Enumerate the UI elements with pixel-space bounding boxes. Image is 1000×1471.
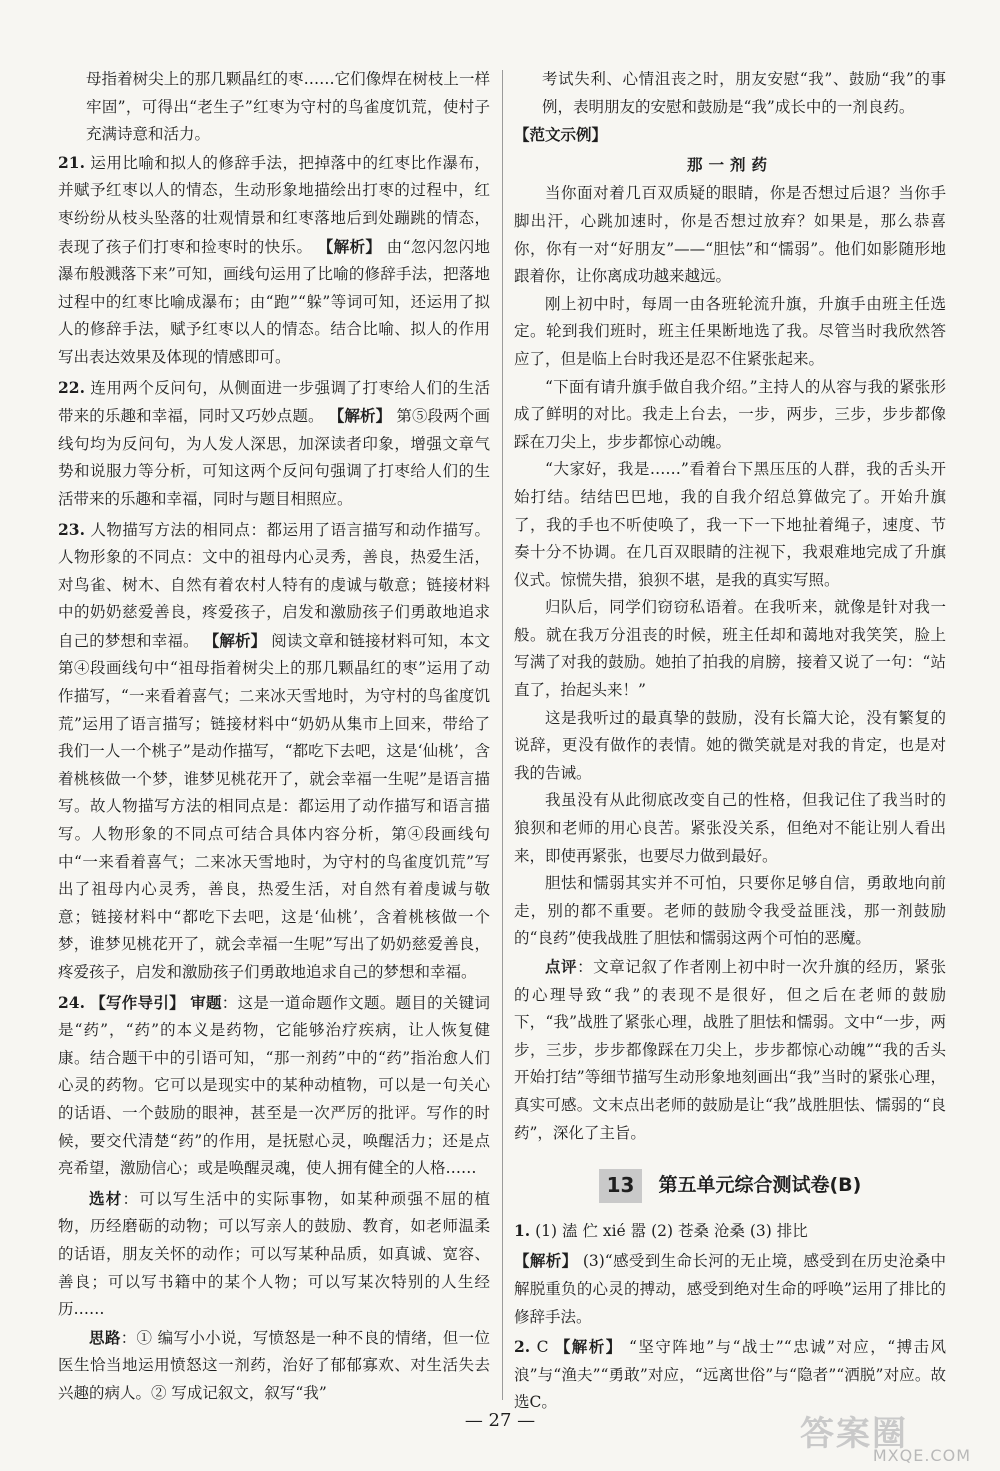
left-column bbox=[58, 66, 490, 1408]
essay-title: 那一剂药 bbox=[686, 154, 773, 174]
question-number: 23. bbox=[58, 519, 85, 539]
page-number: — 27 — bbox=[464, 1410, 536, 1431]
analysis-text: 由“忽闪忽闪地瀑布般溅落下来”可知，画线句运用了比喻的修辞手法，把落地过程中的红枣比喻成瀑布；由“跑”“躲”等词可知，还运用了拟人的修辞手法，赋予红枣以人的情态。结合比喻、拟人的作用写出表达效果及体现的情感即可。 bbox=[58, 237, 490, 366]
question-number: 2. bbox=[514, 1337, 531, 1357]
silu-paragraph bbox=[58, 1324, 490, 1408]
writing-guide-tag: 【写作导引】 bbox=[90, 992, 185, 1012]
essay-paragraph: “大家好，我是……”看着台下黑压压的人群，我的舌头开始打结。结结巴巴地，我的自我介绍总算做完了。开始升旗了，我的手也不听使唤了，我一下一下地扯着绳子，速度、节奏十分不协调。在几百双眼睛的注视下，我艰难地完成了升旗仪式。惊慌失措，狼狈不堪，是我的真实写照。 bbox=[514, 460, 946, 589]
question-number: 24. bbox=[58, 992, 85, 1012]
question-number: 22. bbox=[58, 377, 85, 397]
right-column bbox=[514, 66, 946, 1419]
continued-silu-text: 考试失利、心情沮丧之时，朋友安慰“我”、鼓励“我”的事例，表明朋友的安慰和鼓励是“我”成长中的一剂良药。 bbox=[542, 70, 946, 116]
section-title: 第五单元综合测试卷(B) bbox=[658, 1174, 862, 1197]
question-1-analysis bbox=[514, 1247, 946, 1331]
xuancai-paragraph bbox=[58, 1185, 490, 1324]
essay-paragraph: 我虽没有从此彻底改变自己的性格，但我记住了我当时的狼狈和老师的用心良苦。紧张没关系，但绝对不能让别人看出来，即使再紧张，也要尽力做到最好。 bbox=[514, 791, 946, 865]
analysis-text: “坚守阵地”与“战士”“忠诚”对应，“搏击风浪”与“渔夫”“勇敢”对应，“远离世俗”与“隐者”“洒脱”对应。故选C。 bbox=[514, 1338, 946, 1412]
comment-label: 点评 bbox=[545, 957, 578, 976]
essay-paragraph: 刚上初中时，每周一由各班轮流升旗，升旗手由班主任选定。轮到我们班时，班主任果断地选了我。尽管当时我欣然答应了，但是临上台时我还是忍不住紧张起来。 bbox=[514, 294, 946, 368]
essay-paragraph: 当你面对着几百双质疑的眼睛，你是否想过后退？当你手脚出汗，心跳加速时，你是否想过放弃？如果是，那么恭喜你，你有一对“好朋友”——“胆怯”和“懦弱”。他们如影随形地跟着你，让你离成功越来越远。 bbox=[514, 184, 946, 286]
answer-text: 人物描写方法的相同点：都运用了语言描写和动作描写。人物形象的不同点：文中的祖母内心灵秀，善良，热爱生活，对鸟雀、树木、自然有着农村人特有的虔诚与敬意；链接材料中的奶奶慈爱善良，疼爱孩子，启发和激励孩子们勇敢地追求自己的梦想和幸福。 bbox=[58, 520, 490, 650]
question-number: 1. bbox=[514, 1220, 531, 1240]
answer-text: (1) 溘 伫 xié 嚣 (2) 苍桑 沧桑 (3) 排比 bbox=[535, 1221, 808, 1240]
question-1 bbox=[514, 1217, 946, 1246]
section-number: 13 bbox=[599, 1169, 643, 1203]
question-24 bbox=[58, 989, 490, 1183]
continued-answer-text: 母指着树尖上的那几颗晶红的枣……它们像焊在树枝上一样牢固”，可得出“老生子”红枣为守村的鸟雀度饥荒，使村子充满诗意和活力。 bbox=[86, 70, 490, 144]
analysis-tag: 【解析】 bbox=[514, 1251, 578, 1271]
xuancai-text: ：可以写生活中的实际事物，如某种顽强不屈的植物，历经磨砺的动物；可以写亲人的鼓励、教育，如老师温柔的话语，朋友关怀的动作；可以写某种品质，如真诚、宽容、善良；可以写书籍中的某个人物；可以写某次特别的人生经历…… bbox=[58, 1189, 490, 1319]
essay-paragraph: 胆怯和懦弱其实并不可怕，只要你足够自信，勇敢地向前走，别的都不重要。老师的鼓励令我受益匪浅，那一剂鼓励的“良药”使我战胜了胆怯和懦弱这两个可怕的恶魔。 bbox=[514, 874, 946, 948]
essay-paragraph: 归队后，同学们窃窃私语着。在我听来，就像是针对我一般。就在我万分沮丧的时候，班主任却和蔼地对我笑笑，脸上写满了对我的鼓励。她拍了拍我的肩膀，接着又说了一句：“站直了，抬起头来！” bbox=[514, 598, 946, 700]
analysis-tag: 【解析】 bbox=[203, 630, 267, 650]
question-23 bbox=[58, 516, 490, 987]
subheading-xuancai: 选材 bbox=[89, 1188, 123, 1208]
answer-text: 连用两个反问句，从侧面进一步强调了打枣给人们的生活带来的乐趣和幸福，同时又巧妙点题。 bbox=[58, 378, 490, 426]
analysis-tag: 【解析】 bbox=[328, 406, 392, 426]
question-number: 21. bbox=[58, 152, 85, 172]
analysis-text: 阅读文章和链接材料可知，本文第④段画线句中“祖母指着树尖上的那几颗晶红的枣”运用了动作描写，“一来看着喜气；二来冰天雪地时，为守村的鸟雀度饥荒”运用了语言描写；链接材料中“奶奶从集市上回来，带给了我们一人一个桃子”是动作描写，“都吃下去吧，这是‘仙桃’，含着桃核做一个梦，谁梦见桃花开了，就会幸福一生呢”是语言描写。故人物描写方法的相同点是：都运用了动作描写和语言描写。人物形象的不同点可结合具体内容分析，第④段画线句中“一来看着喜气；二来冰天雪地时，为守村的鸟雀度饥荒”写出了祖母内心灵秀，善良，热爱生活，对自然有着虔诚与敬意；链接材料中“都吃下去吧，这是‘仙桃’，含着桃核做一个梦，谁梦见桃花开了，就会幸福一生呢”写出了奶奶慈爱善良，疼爱孩子，启发和激励孩子们勇敢地追求自己的梦想和幸福。 bbox=[58, 631, 490, 981]
watermark-url: MXQE.COM bbox=[872, 1446, 971, 1465]
analysis-text: (3)“感受到生命长河的无止境，感受到在历史沧桑中解脱重负的心灵的搏动，感受到绝对生命的呼唤”运用了排比的修辞手法。 bbox=[514, 1252, 946, 1326]
answer-text: C bbox=[536, 1338, 549, 1357]
analysis-tag: 【解析】 bbox=[317, 236, 382, 256]
essay-paragraph: 这是我听过的最真挚的鼓励，没有长篇大论，没有繁复的说辞，更没有做作的表情。她的微笑就是对我的肯定，也是对我的告诫。 bbox=[514, 708, 946, 782]
subheading-shenti: 审题 bbox=[190, 992, 222, 1012]
column-divider bbox=[502, 70, 503, 1400]
model-essay-tag: 【范文示例】 bbox=[514, 125, 608, 145]
watermark-text: 答案圈 bbox=[800, 1414, 908, 1454]
essay-paragraph: “下面有请升旗手做自我介绍。”主持人的从容与我的紧张形成了鲜明的对比。我走上台去，一步，两步，三步，步步都像踩在刀尖上，步步都惊心动魄。 bbox=[514, 377, 946, 451]
silu-text: ：① 编写小小说，写愤怒是一种不良的情绪，但一位医生恰当地运用愤怒这一剂药，治好了郁郁寡欢、对生活失去兴趣的病人。② 写成记叙文，叙写“我” bbox=[58, 1328, 490, 1402]
question-22 bbox=[58, 374, 490, 514]
subheading-silu: 思路 bbox=[89, 1327, 121, 1347]
site-watermark-logo bbox=[800, 1406, 975, 1464]
section-heading bbox=[514, 1169, 946, 1203]
question-2 bbox=[514, 1333, 946, 1417]
essay-comment bbox=[514, 953, 946, 1147]
answer-text: 运用比喻和拟人的修辞手法，把掉落中的红枣比作瀑布，并赋予红枣以人的情态，生动形象地描绘出打枣的过程中，红枣纷纷从枝头坠落的壮观情景和红枣落地后到处蹦跳的情态，表现了孩子们打枣和捡枣时的快乐。 bbox=[58, 153, 490, 256]
analysis-text: 第⑤段两个画线句均为反问句，为人发人深思，加深读者印象，增强文章气势和说服力等分析，可知这两个反问句强调了打枣给人们的生活带来的乐趣和幸福，同时与题目相照应。 bbox=[58, 407, 490, 508]
comment-text: ：文章记叙了作者刚上初中时一次升旗的经历，紧张的心理导致“我”的表现不是很好，但之后在老师的鼓励下，“我”战胜了紧张心理，战胜了胆怯和懦弱。文中“一步，两步，三步，步步都像踩在刀尖上，步步都惊心动魄”“我的舌头开始打结”等细节描写生动形象地刻画出“我”当时的紧张心理，真实可感。文末点出老师的鼓励是让“我”战胜胆怯、懦弱的“良药”，深化了主旨。 bbox=[514, 958, 946, 1142]
analysis-tag: 【解析】 bbox=[554, 1337, 623, 1357]
shenti-text: ：这是一道命题作文题。题目的关键词是“药”，“药”的本义是药物，它能够治疗疾病，让人恢复健康。结合题干中的引语可知，“那一剂药”中的“药”指治愈人们心灵的药物。它可以是现实中的某种动植物，可以是一句关心的话语、一个鼓励的眼神，甚至是一次严厉的批评。写作的时候，要交代清楚“药”的作用，是抚慰心灵，唤醒活力；还是点亮希望，激励信心；或是唤醒灵魂，使人拥有健全的人格…… bbox=[58, 993, 490, 1178]
question-21 bbox=[58, 149, 490, 372]
